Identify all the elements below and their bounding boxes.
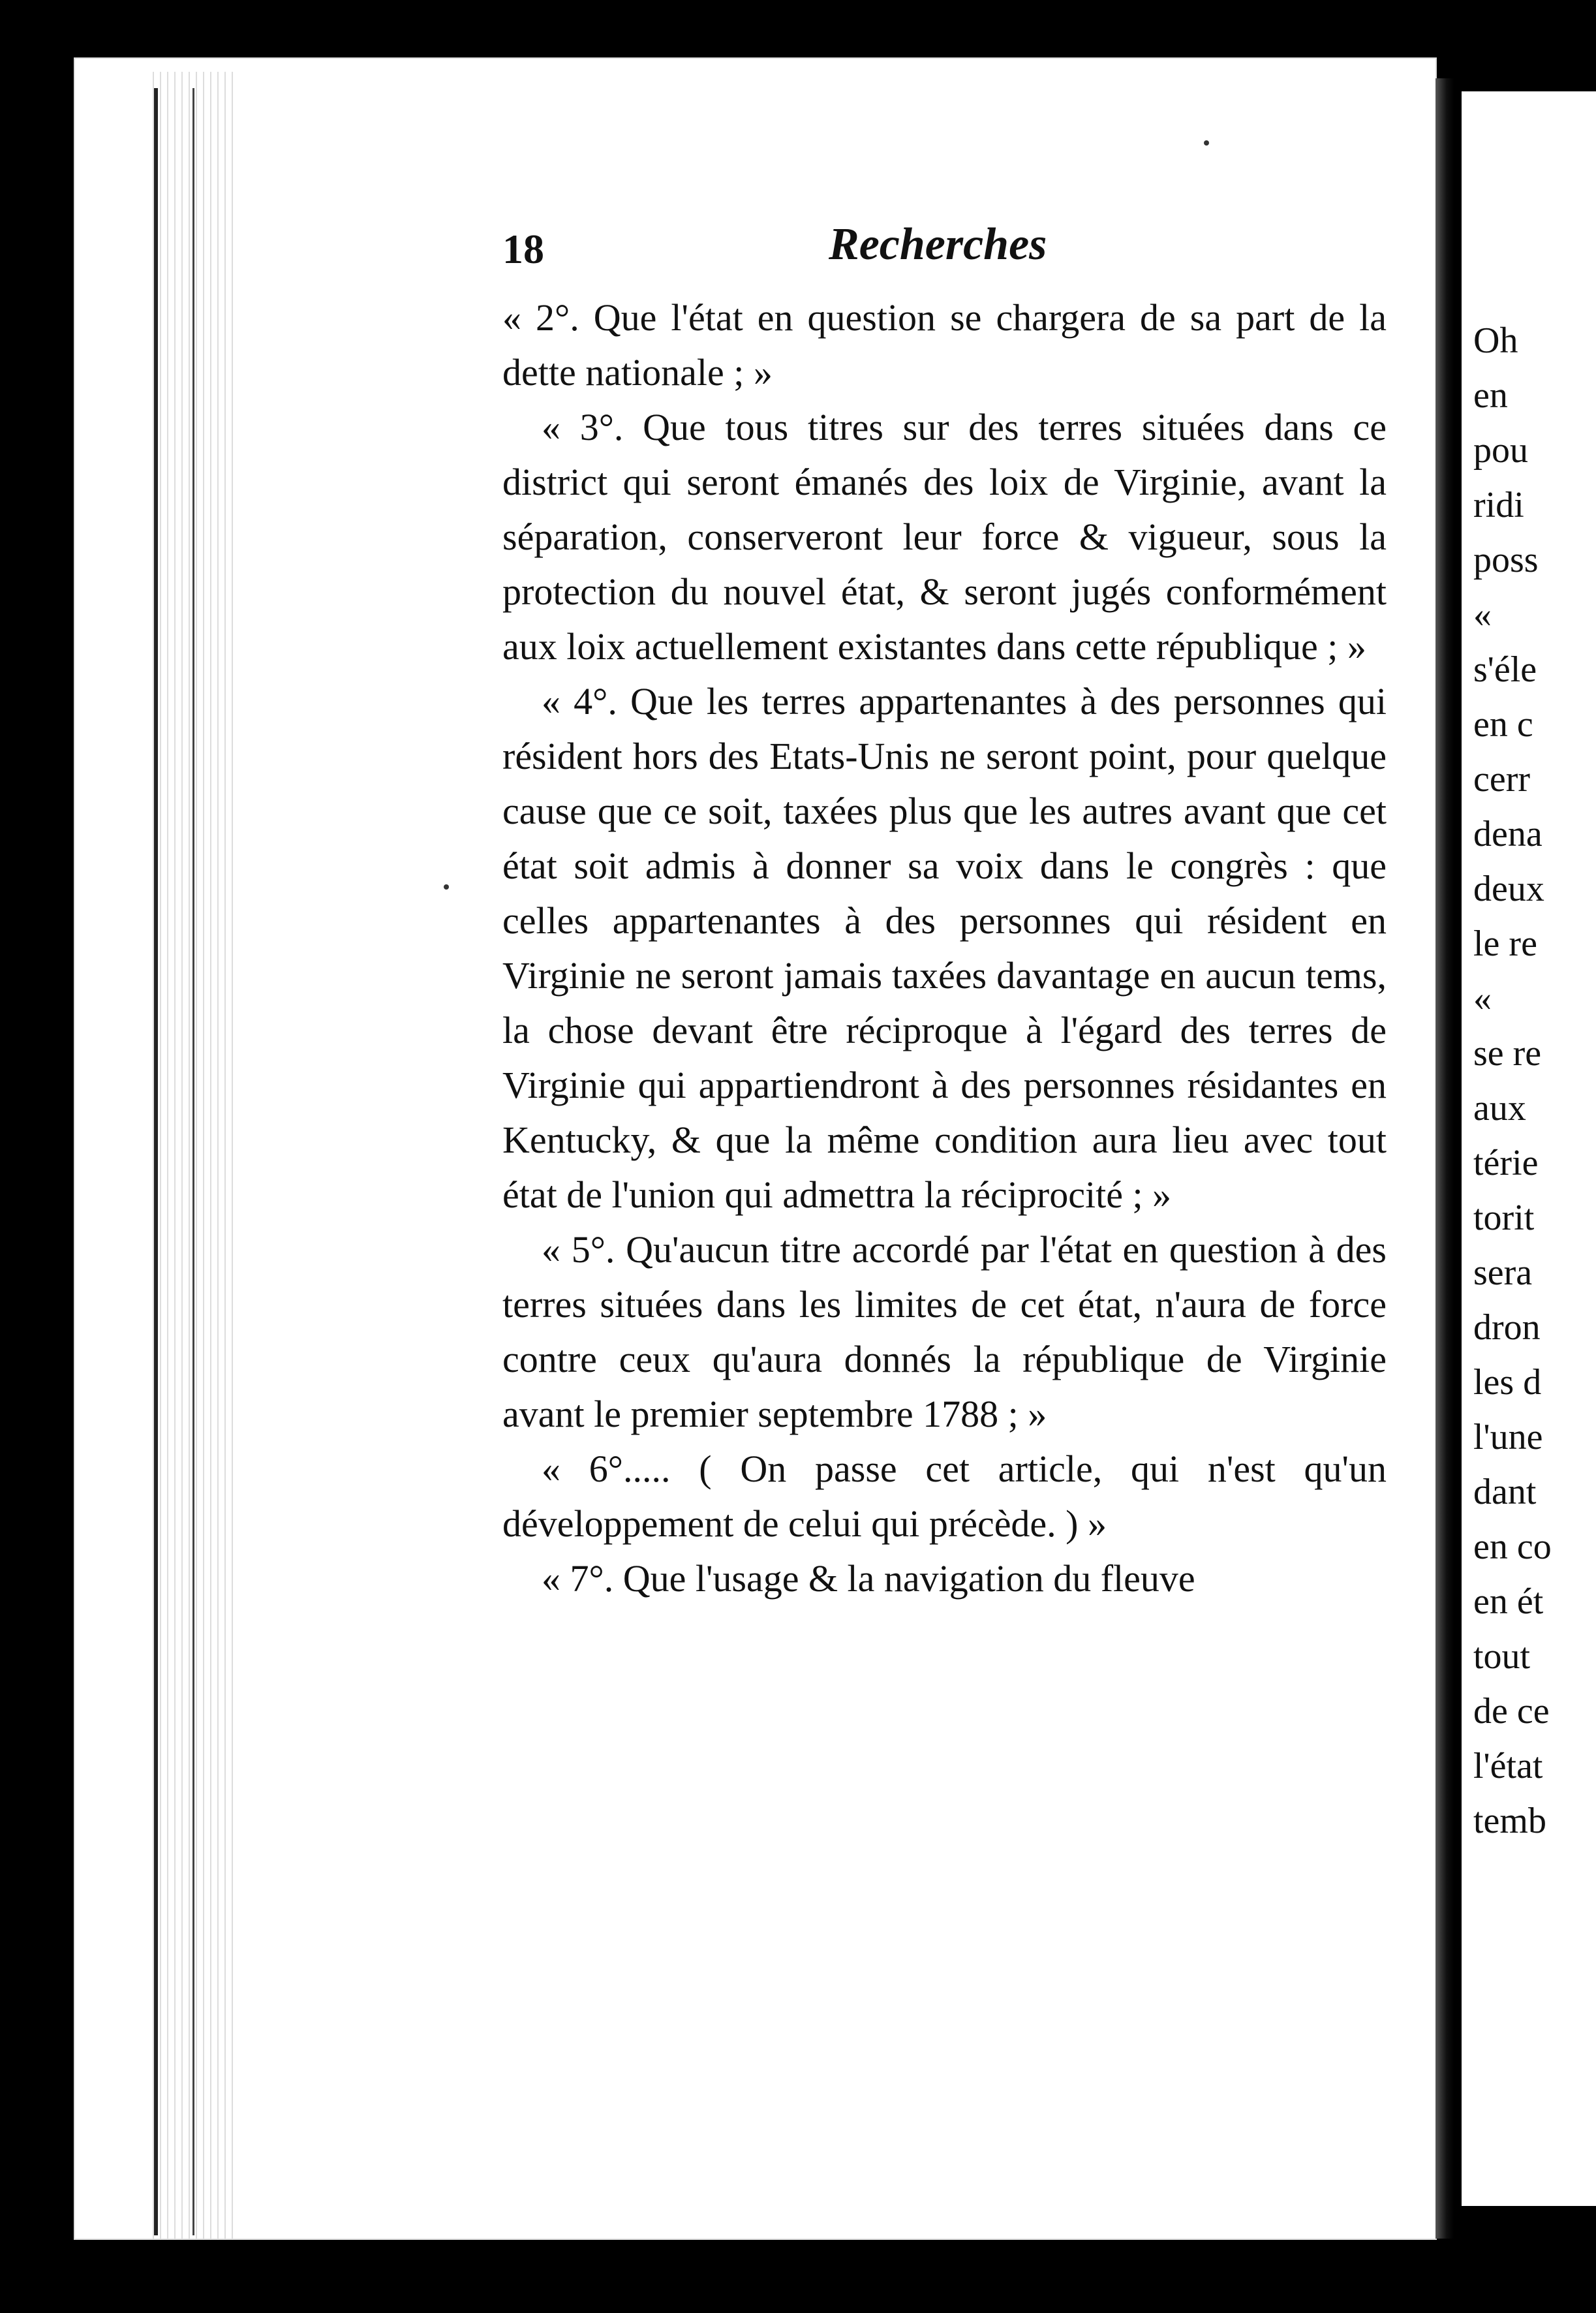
facing-line-fragment: deux (1473, 869, 1544, 909)
facing-line-fragment: de ce (1473, 1691, 1550, 1731)
facing-line-fragment: le re (1473, 924, 1537, 964)
facing-line-fragment: « (1473, 978, 1492, 1019)
paragraph: « 3°. Que tous titres sur des terres situées dans ce district qui seront émanés des loix de Virginie, avant la séparation, conserveront leur force & vigueur, sous la protection du nouvel état, & seront jugés conformément aux loix actuellement existantes dans cette république ; » (502, 406, 1387, 668)
book-gutter (1435, 78, 1454, 2239)
facing-line-fragment: ridi (1473, 485, 1524, 525)
paragraph: « 6°..... ( On passe cet article, qui n'est qu'un développement de celui qui précède. ) » (502, 1448, 1387, 1545)
facing-line-fragment: Oh (1473, 320, 1518, 361)
page-number: 18 (502, 226, 544, 272)
body-text (502, 290, 1387, 1606)
facing-line-fragment: aux (1473, 1088, 1526, 1128)
facing-line-fragment: temb (1473, 1801, 1546, 1841)
facing-line-fragment: dena (1473, 814, 1542, 854)
speck (444, 884, 449, 890)
facing-line-fragment: en ét (1473, 1581, 1544, 1622)
paragraph: « 4°. Que les terres appartenantes à des personnes qui résident hors des Etats-Unis ne seront point, pour quelque cause que ce soit, taxées plus que les autres avant que cet état soit admis à donner sa voix dans le congrès : que celles appartenantes à des personnes qui résident en Virginie ne seront jamais taxées davantage en aucun tems, la chose devant être réciproque à l'égard des terres de Virginie qui appartiendront à des personnes résidantes en Kentucky, & que la même condition aura lieu avec tout état de l'union qui admettra la réciprocité ; » (502, 680, 1387, 1216)
facing-line-fragment: térie (1473, 1143, 1539, 1183)
facing-line-fragment: l'état (1473, 1746, 1543, 1786)
facing-page-text (1473, 313, 1552, 1848)
paragraph: « 5°. Qu'aucun titre accordé par l'état en question à des terres situées dans les limites de cet état, n'aura de force contre ceux qu'aura donnés la république de Virginie avant le premier septembre 1788 ; » (502, 1228, 1387, 1435)
facing-line-fragment: dant (1473, 1472, 1537, 1512)
facing-line-fragment: torit (1473, 1198, 1535, 1238)
facing-line-fragment: « (1473, 595, 1492, 635)
facing-line-fragment: les d (1473, 1362, 1542, 1403)
speck (1204, 140, 1209, 146)
facing-line-fragment: se re (1473, 1033, 1542, 1074)
paragraph: « 2°. Que l'état en question se chargera de sa part de la dette nationale ; » (502, 296, 1387, 394)
page-edge-shadow-2 (192, 88, 194, 2235)
facing-line-fragment: tout (1473, 1636, 1531, 1677)
facing-line-fragment: dron (1473, 1307, 1541, 1348)
facing-line-fragment: en c (1473, 704, 1533, 745)
paragraph: « 7°. Que l'usage & la navigation du fleuve (542, 1557, 1195, 1600)
facing-line-fragment: poss (1473, 540, 1539, 580)
facing-line-fragment: cerr (1473, 759, 1531, 799)
facing-line-fragment: pou (1473, 430, 1528, 471)
facing-line-fragment: sera (1473, 1252, 1533, 1293)
facing-line-fragment: en (1473, 375, 1508, 416)
running-head: Recherches (829, 219, 1047, 270)
facing-line-fragment: s'éle (1473, 649, 1537, 690)
page-edge-shadow (154, 88, 158, 2235)
facing-line-fragment: l'une (1473, 1417, 1543, 1457)
facing-line-fragment: en co (1473, 1527, 1552, 1567)
